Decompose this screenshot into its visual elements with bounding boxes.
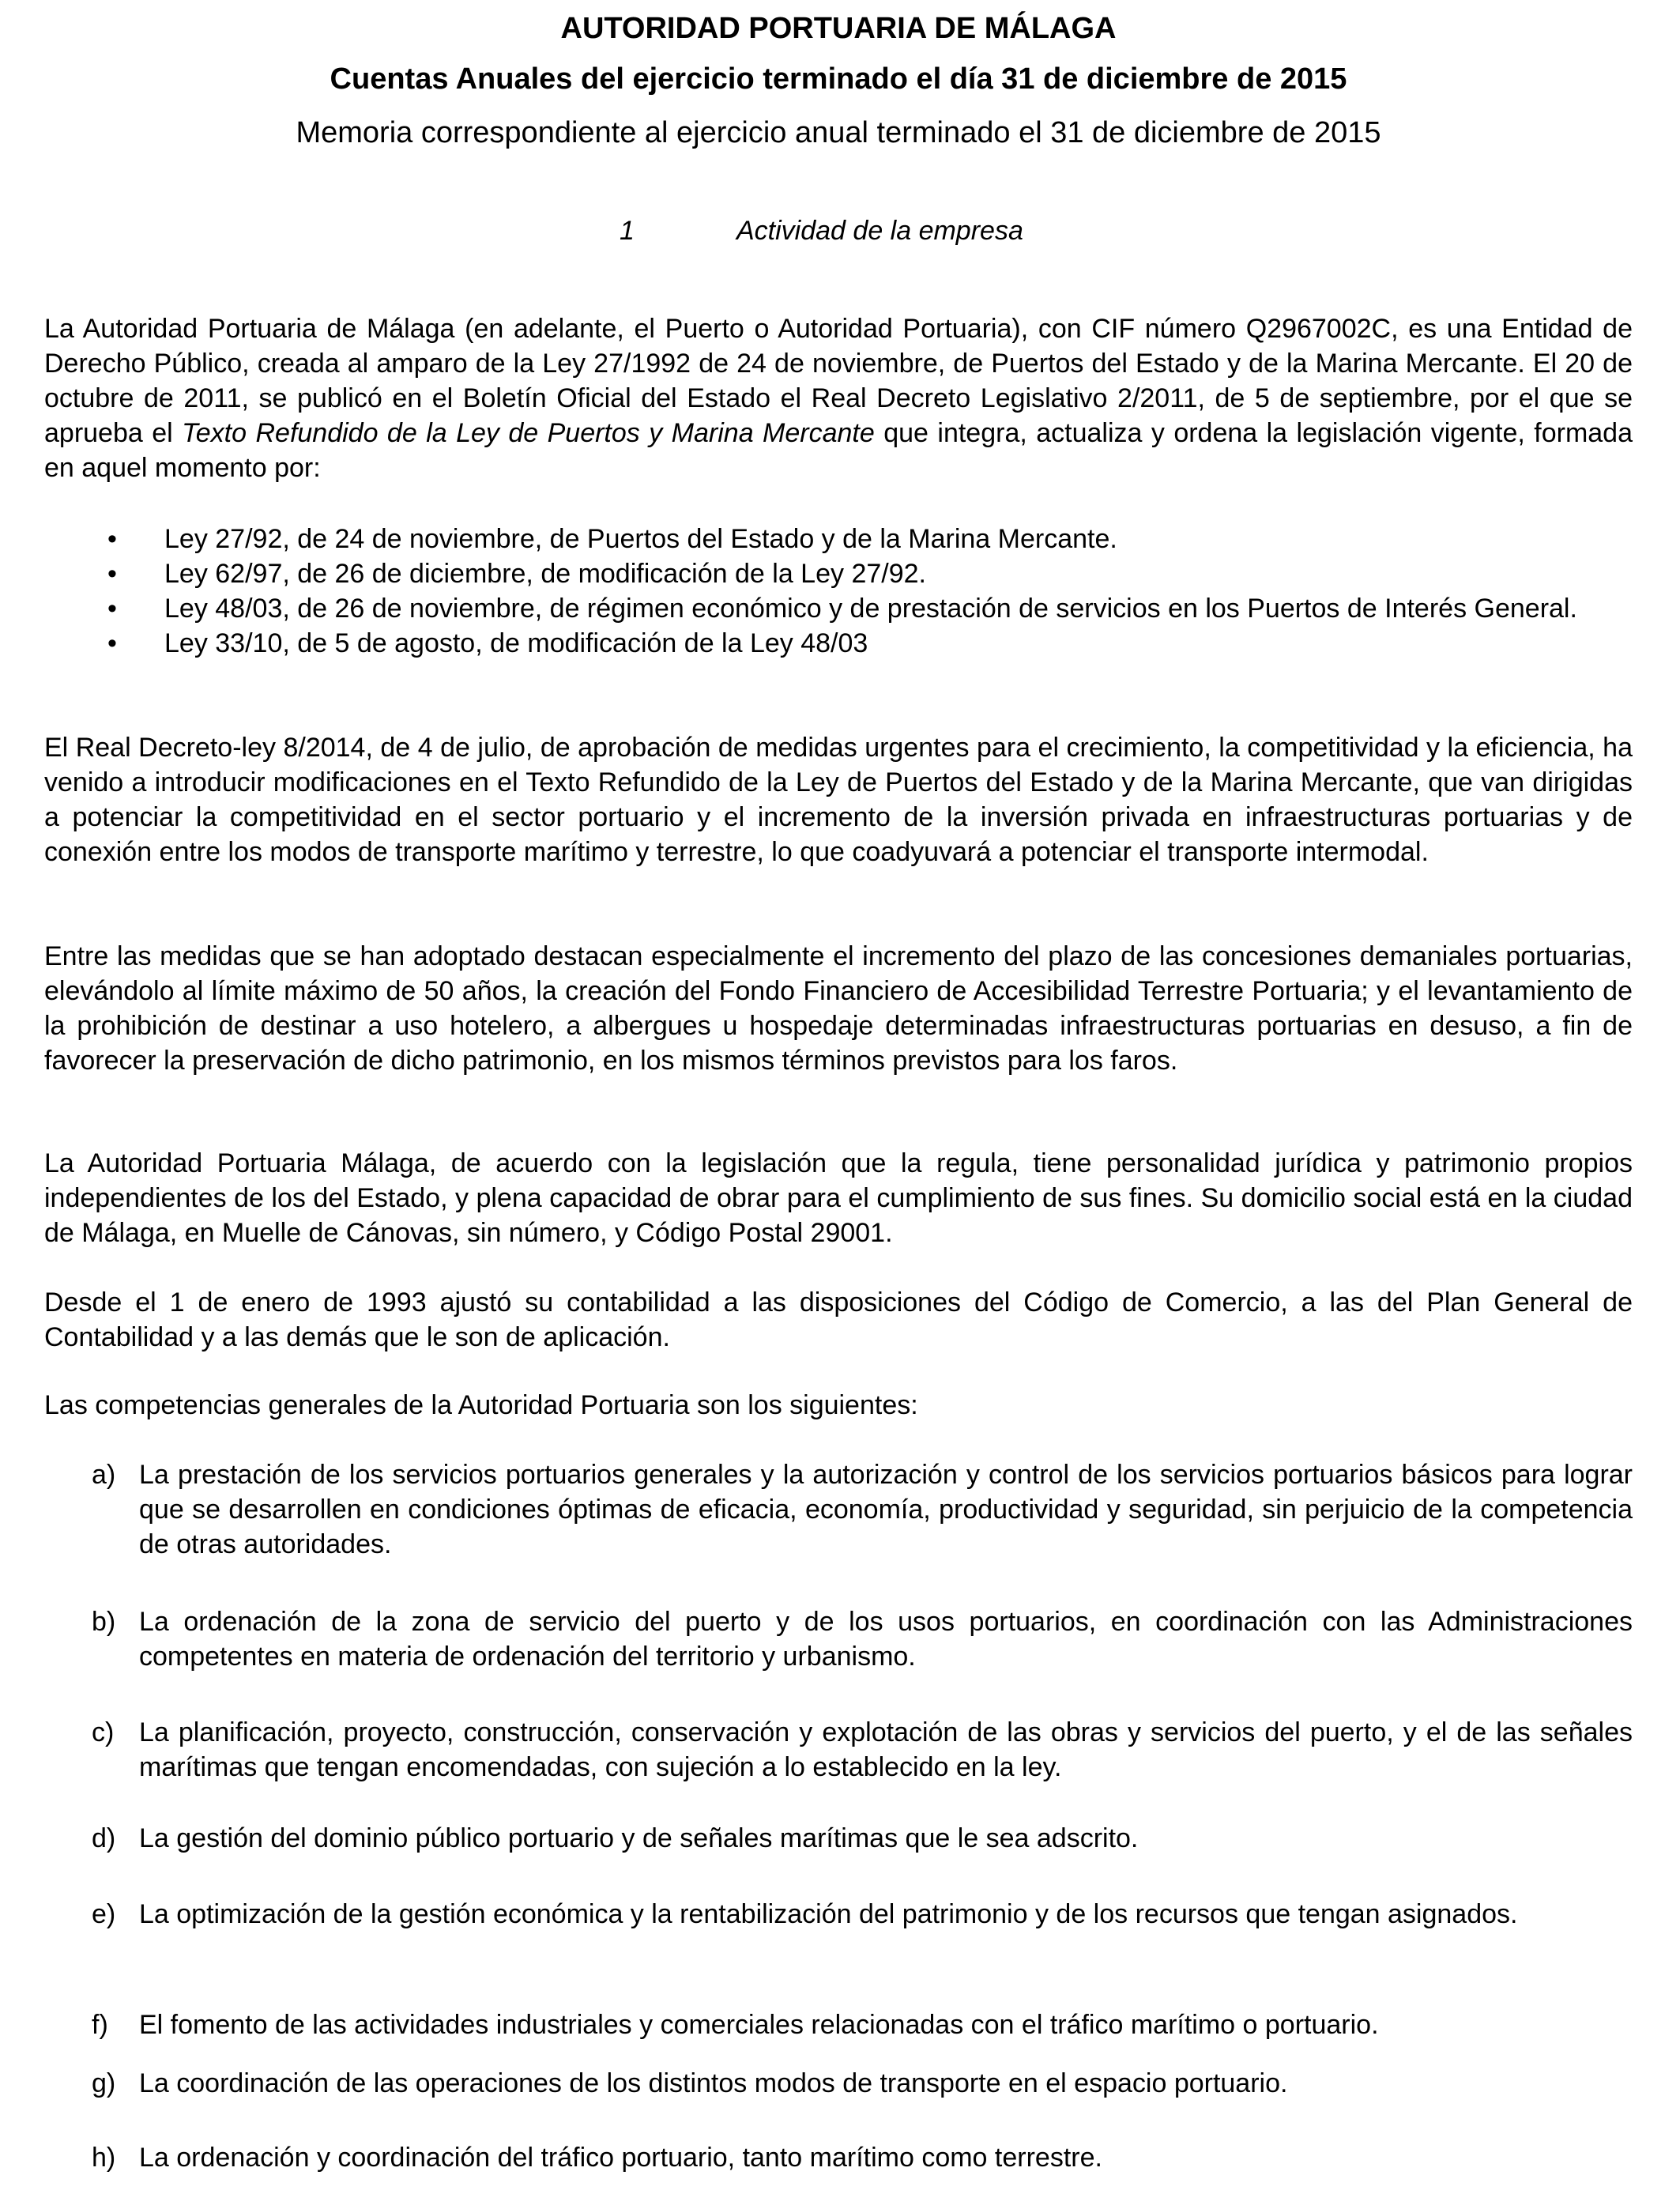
- item-marker: a): [92, 1460, 116, 1490]
- list-item: [44, 591, 1633, 626]
- item-text: El fomento de las actividades industriales y comerciales relacionadas con el tráfico marítimo o portuario.: [139, 2010, 1379, 2040]
- bullet-icon: •: [107, 594, 117, 624]
- paragraph-competencias-intro: Las competencias generales de la Autoridad Portuaria son los siguientes:: [44, 1390, 918, 1420]
- bullet-icon: •: [107, 628, 117, 658]
- intro-paragraph: [44, 311, 1633, 485]
- item-marker: g): [92, 2068, 116, 2098]
- paragraph-contabilidad: Desde el 1 de enero de 1993 ajustó su contabilidad a las disposiciones del Código de Comercio, a las del Plan General de Contabilidad y a las demás que le son de aplicación.: [44, 1287, 1633, 1352]
- list-item-text: Ley 33/10, de 5 de agosto, de modificación de la Ley 48/03: [164, 628, 868, 658]
- item-text: La prestación de los servicios portuarios generales y la autorización y control de los servicios portuarios básicos para lograr que se desarrollen en condiciones óptimas de eficacia, economía, productividad y seguridad, sin perjuicio de la competencia de otras autoridades.: [139, 1460, 1633, 1559]
- intro-text-italic: Texto Refundido de la Ley de Puertos y Marina Mercante: [182, 418, 875, 448]
- list-item-text: Ley 27/92, de 24 de noviembre, de Puertos del Estado y de la Marina Mercante.: [164, 524, 1117, 554]
- item-marker: f): [92, 2010, 108, 2040]
- bullet-icon: •: [107, 559, 117, 589]
- list-item: [44, 626, 1633, 661]
- paragraph-medidas: Entre las medidas que se han adoptado destacan especialmente el incremento del plazo de las concesiones demaniales portuarias, elevándolo al límite máximo de 50 años, la creación del Fondo Financiero de Accesibilidad Terrestre Portuaria; y el levantamiento de la prohibición de destinar a uso hotelero, a albergues u hospedaje determinadas infraestructuras portuarias en desuso, a fin de favorecer la preservación de dicho patrimonio, en los mismos términos previstos para los faros.: [44, 941, 1633, 1076]
- document-subtitle: Cuentas Anuales del ejercicio terminado el día 31 de diciembre de 2015: [330, 62, 1347, 96]
- item-marker: b): [92, 1607, 116, 1637]
- item-text: La ordenación y coordinación del tráfico portuario, tanto marítimo como terrestre.: [139, 2143, 1102, 2173]
- item-marker: c): [92, 1717, 115, 1747]
- list-item-text: Ley 48/03, de 26 de noviembre, de régimen económico y de prestación de servicios en los Puertos de Interés General.: [164, 594, 1577, 624]
- item-text: La coordinación de las operaciones de los distintos modos de transporte en el espacio portuario.: [139, 2068, 1288, 2098]
- item-text: La gestión del dominio público portuario y de señales marítimas que le sea adscrito.: [139, 1823, 1139, 1853]
- laws-list: [44, 522, 1633, 661]
- item-text: La ordenación de la zona de servicio del puerto y de los usos portuarios, en coordinación con las Administraciones competentes en materia de ordenación del territorio y urbanismo.: [139, 1607, 1633, 1672]
- item-text: La planificación, proyecto, construcción, conservación y explotación de las obras y servicios del puerto, y el de las señales marítimas que tengan encomendadas, con sujeción a lo establecido en la ley.: [139, 1717, 1633, 1782]
- item-marker: h): [92, 2143, 116, 2173]
- item-text: La optimización de la gestión económica y la rentabilización del patrimonio y de los recursos que tengan asignados.: [139, 1899, 1518, 1929]
- paragraph-personalidad: La Autoridad Portuaria Málaga, de acuerdo con la legislación que la regula, tiene personalidad jurídica y patrimonio propios independientes de los del Estado, y plena capacidad de obrar para el cumplimiento de sus fines. Su domicilio social está en la ciudad de Málaga, en Muelle de Cánovas, sin número, y Código Postal 29001.: [44, 1148, 1633, 1248]
- list-item: [44, 556, 1633, 591]
- paragraph-decreto: El Real Decreto-ley 8/2014, de 4 de julio, de aprobación de medidas urgentes para el crecimiento, la competitividad y la eficiencia, ha venido a introducir modificaciones en el Texto Refundido de la Ley de Puertos del Estado y de la Marina Mercante, que van dirigidas a potenciar la competitividad en el sector portuario y el incremento de la inversión privada en infraestructuras portuarias y de conexión entre los modos de transporte marítimo y terrestre, lo que coadyuvará a potenciar el transporte intermodal.: [44, 733, 1633, 867]
- intro-text-b: que integra, actualiza y ordena la legislación vigente, formada en aquel momento por:: [44, 418, 1633, 483]
- memoria-heading: Memoria correspondiente al ejercicio anual terminado el 31 de diciembre de 2015: [296, 116, 1381, 149]
- list-item-text: Ley 62/97, de 26 de diciembre, de modificación de la Ley 27/92.: [164, 559, 926, 589]
- section-title: Actividad de la empresa: [736, 216, 1023, 246]
- intro-text-a: La Autoridad Portuaria de Málaga (en adelante, el Puerto o Autoridad Portuaria), con CIF número Q2967002C, es una Entidad de Derecho Público, creada al amparo de la Ley 27/1992 de 24 de noviembre, de Puertos del Estado y de la Marina Mercante. El 20 de octubre de 2011, se publicó en el Boletín Oficial del Estado el Real Decreto Legislativo 2/2011, de 5 de septiembre, por el que se aprueba el: [44, 314, 1633, 448]
- section-number: 1: [620, 216, 635, 246]
- list-item: [44, 522, 1633, 556]
- item-marker: e): [92, 1899, 116, 1929]
- document-title: AUTORIDAD PORTUARIA DE MÁLAGA: [560, 12, 1117, 45]
- bullet-icon: •: [107, 524, 117, 554]
- item-marker: d): [92, 1823, 116, 1853]
